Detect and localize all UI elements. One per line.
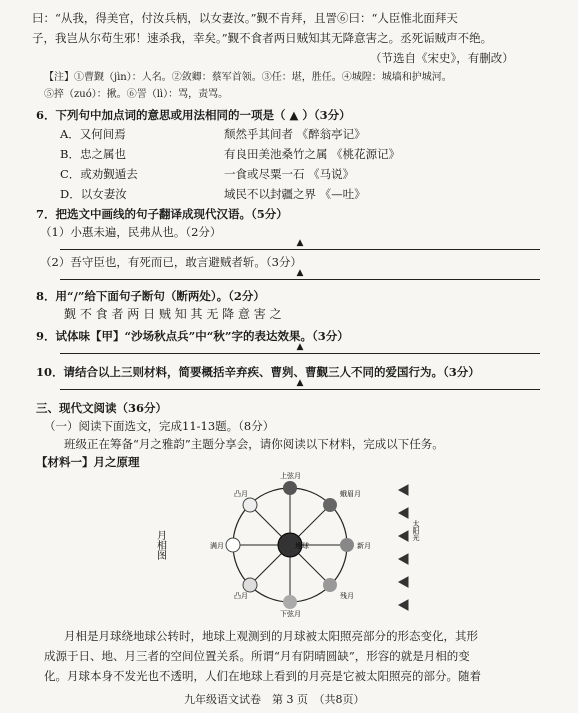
q9-stem: 9．试体味【甲】“沙场秋点兵”中“秋”字的表达效果。（3分） [36, 329, 349, 343]
q9-answer-line [60, 340, 540, 354]
passage-source: （节选自《宋史》，有删改） [370, 51, 514, 65]
answer-triangle-icon: ▲ [296, 378, 304, 388]
material1-title: 【材料一】月之原理 [36, 455, 140, 469]
passage-line-2: 子，我岂从尔苟生邪！速杀我，幸矣。”觐不食者两日贼知其无降意害之。丞死诟贼声不绝。 [32, 31, 493, 45]
q6-option-b-left: B．忠之属也 [60, 147, 126, 161]
q6-option-b-right: 有良田美池桑竹之属 《桃花源记》 [224, 147, 401, 161]
phase-label-right: 新月 [357, 542, 371, 550]
phase-label-top: 上弦月 [280, 472, 301, 480]
sunlight-label: 太阳光 [412, 520, 420, 541]
phase-label-bottom: 下弦月 [280, 610, 301, 618]
phase-label-top-right: 蛾眉月 [340, 490, 361, 498]
moon-phase-left-icon [226, 538, 240, 552]
q6-option-c-left: C．或劝觐遁去 [60, 167, 138, 181]
passage-line-1: 曰：“从我，得美官，付汝兵柄，以女妻汝。”觐不肯拜，且詈⑥曰：“人臣惟北面拜天 [32, 11, 458, 25]
moon-phase-diagram [150, 470, 440, 620]
answer-triangle-icon: ▲ [296, 342, 304, 352]
section3-title: 三、现代文阅读（36分） [36, 401, 168, 415]
phase-label-top-left: 凸月 [234, 490, 248, 498]
section3-intro: 班级正在筹备“月之雅韵”主题分享会，请你阅读以下材料，完成以下任务。 [64, 437, 444, 451]
moon-phase-bottom-icon [283, 595, 297, 609]
phase-label-bottom-left: 凸月 [234, 592, 248, 600]
moon-phase-top-icon [283, 481, 297, 495]
q6-option-c-right: 一食或尽粟一石 《马说》 [224, 167, 355, 181]
q7-sub2: （2）吾守臣也，有死而已，敢言避贼者斩。（3分） [40, 255, 302, 269]
moon-phase-side-label: 月相图 [154, 530, 166, 560]
phase-label-bottom-right: 残月 [340, 592, 354, 600]
answer-triangle-icon: ▲ [296, 268, 304, 278]
q7-sub1: （1）小惠未遍，民弗从也。（2分） [40, 225, 222, 239]
q7-stem: 7．把选文中画线的句子翻译成现代汉语。（5分） [36, 207, 288, 221]
note-line-2: ⑤捽（zuó）：揪。⑥詈（lì）：骂，责骂。 [44, 89, 229, 100]
body-line-3: 化。月球本身不发光也不透明，人们在地球上看到的月亮是它被太阳照亮的部分。随着 [44, 669, 481, 683]
answer-triangle-icon: ▲ [296, 238, 304, 248]
q6-option-a-right: 颓然乎其间者 《醉翁亭记》 [224, 127, 366, 141]
q7-2-answer-line [60, 266, 540, 280]
phase-label-left: 满月 [210, 542, 224, 550]
sunlight-arrows [399, 485, 408, 610]
page-footer: 九年级语文试卷 第 3 页 （共8页） [184, 693, 365, 706]
q7-1-answer-line [60, 236, 540, 250]
moon-phase-right-icon [340, 538, 354, 552]
earth-label: 地球 [295, 542, 309, 550]
q6-option-a-left: A．又何间焉 [60, 127, 126, 141]
moon-phase-bottom-right-icon [323, 578, 337, 592]
q6-option-d-right: 域民不以封疆之界 《—吐》 [224, 187, 366, 201]
body-line-1: 月相是月球绕地球公转时，地球上观测到的月球被太阳照亮部分的形态变化，其形 [64, 629, 478, 643]
moon-phase-bottom-left-icon [243, 578, 257, 592]
moon-phase-top-right-icon [323, 498, 337, 512]
q10-answer-line [60, 376, 540, 390]
body-line-2: 成源于日、地、月三者的空间位置关系。所谓“月有阴晴圆缺”，形容的就是月相的变 [44, 649, 470, 663]
q6-option-d-left: D．以女妻汝 [60, 187, 127, 201]
q8-stem: 8．用“/”给下面句子断句（断两处）。（2分） [36, 289, 265, 303]
q10-stem: 10．请结合以上三则材料，简要概括辛弃疾、曹刿、曹觐三人不同的爱国行为。（3分） [36, 365, 480, 379]
q8-sentence: 觐 不 食 者 两 日 贼 知 其 无 降 意 害 之 [64, 307, 282, 321]
note-line-1: 【注】①曹觐（jìn）：人名。②敛卿：蔡军首领。③任：堪，胜任。④城隍：城墙和护城河。 [44, 72, 452, 83]
q6-stem: 6．下列句中加点词的意思或用法相同的一项是（ ▲ ）（3分） [36, 108, 351, 122]
section3-sub1: （一）阅读下面选文，完成11-13题。（8分） [44, 419, 275, 433]
moon-phase-top-left-icon [243, 498, 257, 512]
